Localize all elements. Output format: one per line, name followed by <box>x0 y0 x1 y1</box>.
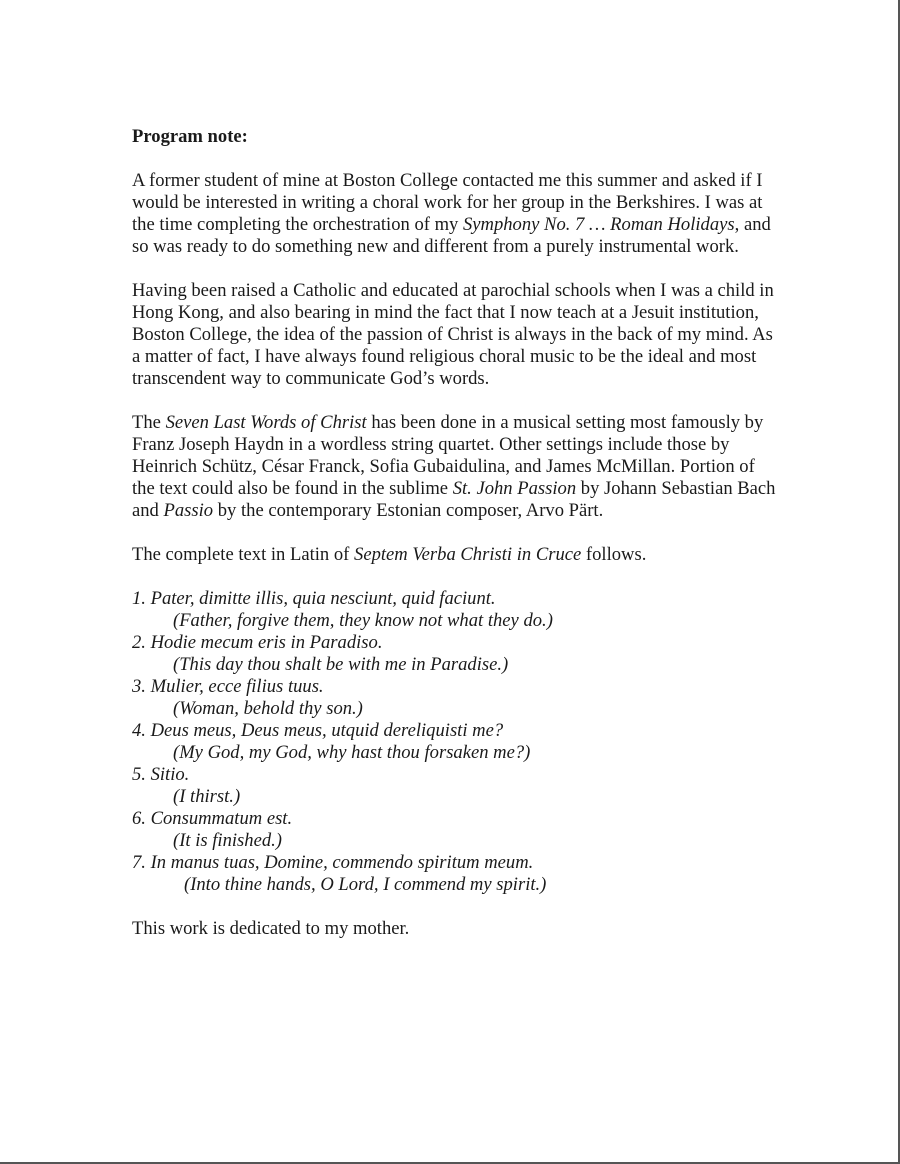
latin-line: 3. Mulier, ecce filius tuus. <box>132 676 324 697</box>
paragraph-text-intro-b: follows. <box>581 544 647 565</box>
passio-title: Passio <box>163 500 214 521</box>
paragraph-settings <box>132 412 782 522</box>
paragraph-settings-text-d: by the contemporary Estonian composer, Arvo Pärt. <box>213 500 604 521</box>
paragraph-commission-text-a: A former student of mine at Boston College contacted me this summer and asked if I would be interested in writing a choral work for her group in the Berkshires. I was at the time completing the orchestration of my <box>132 170 763 235</box>
latin-line: 6. Consummatum est. <box>132 808 293 829</box>
english-translation: (Father, forgive them, they know not what they do.) <box>173 610 553 631</box>
paragraph-background: Having been raised a Catholic and educated at parochial schools when I was a child in Hong Kong, and also bearing in mind the fact that I now teach at a Jesuit institution, Boston College, the idea of the passion of Christ is always in the back of my mind. As a matter of fact, I have always found religious choral music to be the ideal and most transcendent way to communicate God’s words. <box>132 280 774 389</box>
paragraph-text-intro <box>132 544 782 566</box>
septem-verba-title: Septem Verba Christi in Cruce <box>354 544 582 565</box>
symphony-title: Symphony No. 7 … Roman Holidays <box>462 214 735 235</box>
english-translation: (This day thou shalt be with me in Paradise.) <box>173 654 509 675</box>
list-item <box>132 852 782 896</box>
list-item <box>132 632 782 676</box>
paragraph-text-intro-a: The complete text in Latin of <box>132 544 355 565</box>
list-item <box>132 720 782 764</box>
seven-last-words-title: Seven Last Words of Christ <box>165 412 367 433</box>
program-note-body <box>132 126 782 962</box>
english-translation: (Into thine hands, O Lord, I commend my spirit.) <box>184 874 547 895</box>
st-john-passion-title: St. John Passion <box>452 478 577 499</box>
paragraph-settings-text-a: The <box>132 412 166 433</box>
dedication: This work is dedicated to my mother. <box>132 918 410 939</box>
paragraph-settings-text-b: has been done in a musical setting most famously by Franz Joseph Haydn in a wordless string quartet. Other settings include those by Heinrich Schütz, César Franck, Sofia Gubaidulina, and James McMillan. Portion of the text could also be found in the sublime <box>132 412 764 499</box>
paragraph-settings-text-c: by Johann Sebastian Bach and <box>132 478 776 521</box>
latin-line: 1. Pater, dimitte illis, quia nesciunt, quid faciunt. <box>132 588 496 609</box>
seven-words-list <box>132 588 782 896</box>
english-translation: (My God, my God, why hast thou forsaken me?) <box>173 742 531 763</box>
program-note-heading: Program note: <box>132 126 248 147</box>
latin-line: 4. Deus meus, Deus meus, utquid dereliquisti me? <box>132 720 504 741</box>
english-translation: (It is finished.) <box>173 830 282 851</box>
english-translation: (I thirst.) <box>173 786 241 807</box>
paragraph-commission <box>132 170 782 258</box>
latin-line: 2. Hodie mecum eris in Paradiso. <box>132 632 383 653</box>
english-translation: (Woman, behold thy son.) <box>173 698 363 719</box>
list-item <box>132 588 782 632</box>
list-item <box>132 764 782 808</box>
paragraph-commission-text-b: , and so was ready to do something new and different from a purely instrumental work. <box>132 214 771 257</box>
list-item <box>132 676 782 720</box>
list-item <box>132 808 782 852</box>
latin-line: 7. In manus tuas, Domine, commendo spiritum meum. <box>132 852 534 873</box>
latin-line: 5. Sitio. <box>132 764 190 785</box>
